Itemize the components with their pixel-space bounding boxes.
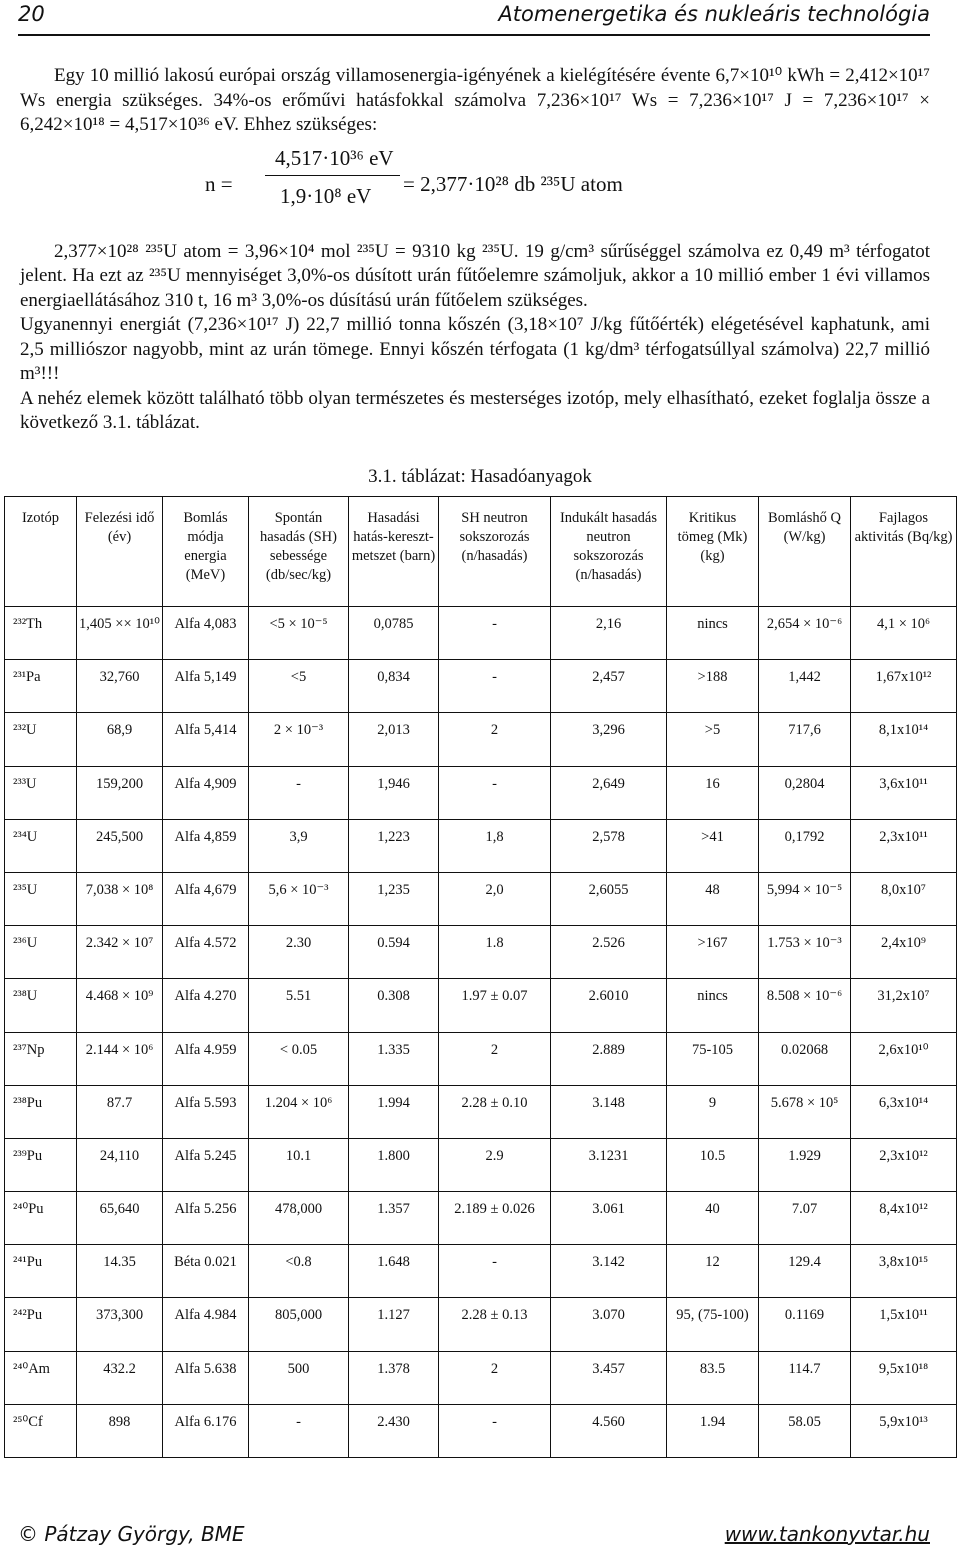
fraction-bar [265, 175, 400, 176]
isotope-cell: ²³⁶U [5, 926, 77, 979]
table-cell: Béta 0.021 [163, 1245, 249, 1298]
table-cell: 2.889 [551, 1032, 667, 1085]
column-header: Spontán hasadás (SH) sebessége (db/sec/kg) [249, 497, 349, 607]
table-cell: 9 [667, 1085, 759, 1138]
table-cell: 1,946 [349, 766, 439, 819]
table-cell: Alfa 4.572 [163, 926, 249, 979]
table-cell: 1.994 [349, 1085, 439, 1138]
table-caption: 3.1. táblázat: Hasadóanyagok [368, 466, 592, 487]
table-cell: 114.7 [759, 1351, 851, 1404]
table-cell: < 0.05 [249, 1032, 349, 1085]
table-cell: 1,442 [759, 660, 851, 713]
table-cell: 159,200 [77, 766, 163, 819]
table-cell: Alfa 4,859 [163, 819, 249, 872]
table-cell: 4.560 [551, 1404, 667, 1457]
table-cell: Alfa 5.593 [163, 1085, 249, 1138]
table-cell: <5 [249, 660, 349, 713]
table-cell: Alfa 4,679 [163, 872, 249, 925]
isotope-cell: ²⁴⁰Am [5, 1351, 77, 1404]
table-cell: nincs [667, 607, 759, 660]
table-cell: 2.144 × 10⁶ [77, 1032, 163, 1085]
table-cell: - [249, 766, 349, 819]
isotope-cell: ²³¹Pa [5, 660, 77, 713]
table-cell: 3.148 [551, 1085, 667, 1138]
isotope-cell: ²³⁸U [5, 979, 77, 1032]
table-cell: 6,3x10¹⁴ [851, 1085, 957, 1138]
table-row [5, 713, 957, 766]
table-cell: 1.94 [667, 1404, 759, 1457]
table-cell: 5.678 × 10⁵ [759, 1085, 851, 1138]
table-cell: 3.457 [551, 1351, 667, 1404]
table-cell: >188 [667, 660, 759, 713]
table-cell: 2.526 [551, 926, 667, 979]
body-text [20, 64, 930, 436]
table-cell: 129.4 [759, 1245, 851, 1298]
formula [20, 146, 930, 230]
isotope-cell: ²³³U [5, 766, 77, 819]
table-cell: 1.800 [349, 1138, 439, 1191]
table-cell: 4.468 × 10⁹ [77, 979, 163, 1032]
table-cell: 40 [667, 1192, 759, 1245]
table-cell: 75-105 [667, 1032, 759, 1085]
table-cell: 48 [667, 872, 759, 925]
table-cell: 2.189 ± 0.026 [439, 1192, 551, 1245]
table-cell: 898 [77, 1404, 163, 1457]
table-cell: 1.8 [439, 926, 551, 979]
table-cell: 58.05 [759, 1404, 851, 1457]
column-header: Izotóp [5, 497, 77, 607]
table-cell: <0.8 [249, 1245, 349, 1298]
table-cell: 2 [439, 713, 551, 766]
table-cell: 2,16 [551, 607, 667, 660]
table-cell: 1.929 [759, 1138, 851, 1191]
isotope-cell: ²³⁷Np [5, 1032, 77, 1085]
isotope-cell: ²⁵⁰Cf [5, 1404, 77, 1457]
table-cell: 1,5x10¹¹ [851, 1298, 957, 1351]
paragraph-2: 2,377×10²⁸ ²³⁵U atom = 3,96×10⁴ mol ²³⁵U = 9310 kg ²³⁵U. 19 g/cm³ sűrűséggel számolva ez 0,49 m³ térfogatot jelent. Ha ezt az ²³⁵U mennyiséget 3,0%-os dúsított urán fűtőelemre számoljuk, akkor a 10 millió ember 1 évi villamos energiaellátásához 310 t, 16 m³ 3,0%-os dúsítású urán fűtőelem szükséges. [20, 240, 930, 311]
table-cell: 0.02068 [759, 1032, 851, 1085]
table-cell: >41 [667, 819, 759, 872]
table-cell: 5,6 × 10⁻³ [249, 872, 349, 925]
table-cell: 432.2 [77, 1351, 163, 1404]
table-cell: 87.7 [77, 1085, 163, 1138]
table-cell: 1.357 [349, 1192, 439, 1245]
table-cell: 0,0785 [349, 607, 439, 660]
table-cell: 1.127 [349, 1298, 439, 1351]
paragraph-4: A nehéz elemek között található több olyan természetes és mesterséges izotóp, mely elhasítható, ezeket foglalja össze a következő 3.1. táblázat. [20, 387, 930, 433]
table-cell: 717,6 [759, 713, 851, 766]
table-row [5, 1085, 957, 1138]
table-cell: Alfa 5,414 [163, 713, 249, 766]
isotope-cell: ²⁴⁰Pu [5, 1192, 77, 1245]
table-cell: 2,3x10¹² [851, 1138, 957, 1191]
table-cell: 2.28 ± 0.13 [439, 1298, 551, 1351]
table-cell: 1,405 ×× 10¹⁰ [77, 607, 163, 660]
isotope-cell: ²³⁵U [5, 872, 77, 925]
table-cell: 1.648 [349, 1245, 439, 1298]
table-cell: 1.378 [349, 1351, 439, 1404]
table-cell: <5 × 10⁻⁵ [249, 607, 349, 660]
table-cell: 245,500 [77, 819, 163, 872]
table-cell: 8,4x10¹² [851, 1192, 957, 1245]
table-cell: 3,296 [551, 713, 667, 766]
formula-lhs: n = [205, 171, 233, 196]
table-cell: 3.061 [551, 1192, 667, 1245]
table-cell: 2,457 [551, 660, 667, 713]
table-cell: 2.9 [439, 1138, 551, 1191]
page-number: 20 [18, 2, 45, 26]
table-body [5, 607, 957, 1458]
table-cell: Alfa 4,909 [163, 766, 249, 819]
table-cell: 2.30 [249, 926, 349, 979]
table-cell: 1,8 [439, 819, 551, 872]
table-cell: 12 [667, 1245, 759, 1298]
column-header: SH neutron sokszorozás (n/hasadás) [439, 497, 551, 607]
table-cell: 1.753 × 10⁻³ [759, 926, 851, 979]
table-cell: 0,834 [349, 660, 439, 713]
table-cell: 2.342 × 10⁷ [77, 926, 163, 979]
table-cell: nincs [667, 979, 759, 1032]
table-row [5, 1245, 957, 1298]
table-cell: - [439, 1245, 551, 1298]
table-cell: 16 [667, 766, 759, 819]
table-cell: Alfa 5.256 [163, 1192, 249, 1245]
isotope-cell: ²⁴¹Pu [5, 1245, 77, 1298]
table-row [5, 660, 957, 713]
book-title: Atomenergetika és nukleáris technológia [498, 2, 930, 26]
table-cell: - [249, 1404, 349, 1457]
table-cell: 95, (75-100) [667, 1298, 759, 1351]
table-cell: 3.142 [551, 1245, 667, 1298]
table-cell: Alfa 4.984 [163, 1298, 249, 1351]
table-cell: 24,110 [77, 1138, 163, 1191]
column-header: Hasadási hatás-kereszt-metszet (barn) [349, 497, 439, 607]
table-row [5, 1192, 957, 1245]
table-cell: >167 [667, 926, 759, 979]
table-cell: 2.28 ± 0.10 [439, 1085, 551, 1138]
table-cell: 14.35 [77, 1245, 163, 1298]
table-cell: 2,6x10¹⁰ [851, 1032, 957, 1085]
table-cell: 3.1231 [551, 1138, 667, 1191]
table-cell: 2.430 [349, 1404, 439, 1457]
table-cell: 2,013 [349, 713, 439, 766]
table-cell: Alfa 5,149 [163, 660, 249, 713]
table-row [5, 926, 957, 979]
table-cell: 1.97 ± 0.07 [439, 979, 551, 1032]
table-cell: 2 [439, 1351, 551, 1404]
table-cell: 2,6055 [551, 872, 667, 925]
table-cell: Alfa 5.638 [163, 1351, 249, 1404]
isotope-cell: ²³²U [5, 713, 77, 766]
column-header: Kritikus tömeg (Mk) (kg) [667, 497, 759, 607]
table-header-row [5, 497, 957, 607]
table-cell: 373,300 [77, 1298, 163, 1351]
table-cell: - [439, 1404, 551, 1457]
table-row [5, 819, 957, 872]
table-row [5, 979, 957, 1032]
page-header [18, 0, 930, 36]
table-cell: 9,5x10¹⁸ [851, 1351, 957, 1404]
column-header: Fajlagos aktivitás (Bq/kg) [851, 497, 957, 607]
table-cell: 1.204 × 10⁶ [249, 1085, 349, 1138]
table-cell: 2.6010 [551, 979, 667, 1032]
table-cell: Alfa 6.176 [163, 1404, 249, 1457]
table-cell: 0,2804 [759, 766, 851, 819]
table-row [5, 766, 957, 819]
table-cell: - [439, 766, 551, 819]
table-cell: 68,9 [77, 713, 163, 766]
table-cell: Alfa 4.959 [163, 1032, 249, 1085]
table-cell: 2,4x10⁹ [851, 926, 957, 979]
table-cell: 2,649 [551, 766, 667, 819]
column-header: Felezési idő (év) [77, 497, 163, 607]
table-cell: 2,654 × 10⁻⁶ [759, 607, 851, 660]
author: © Pátzay György, BME [18, 1522, 245, 1546]
table-cell: 1.335 [349, 1032, 439, 1085]
table-cell: 478,000 [249, 1192, 349, 1245]
paragraph-1: Egy 10 millió lakosú európai ország villamosenergia-igényének a kielégítésére évente 6,7×10¹⁰ kWh = 2,412×10¹⁷ Ws energia szükséges. 34%-os erőművi hatásfokkal számolva 7,236×10¹⁷ Ws = 7,236×10¹⁷ J = 7,236×10¹⁷ × 6,242×10¹⁸ = 4,517×10³⁶ eV. Ehhez szükséges: [20, 65, 930, 135]
table-cell: 31,2x10⁷ [851, 979, 957, 1032]
table-row [5, 1032, 957, 1085]
table-row [5, 607, 957, 660]
table-cell: >5 [667, 713, 759, 766]
table-cell: 500 [249, 1351, 349, 1404]
table-cell: 83.5 [667, 1351, 759, 1404]
table-cell: 0,1792 [759, 819, 851, 872]
table-cell: 2,3x10¹¹ [851, 819, 957, 872]
formula-rhs: = 2,377·10²⁸ db ²³⁵U atom [403, 171, 623, 196]
table-cell: 1,223 [349, 819, 439, 872]
formula-numerator: 4,517·10³⁶ eV [275, 145, 394, 170]
table-cell: 3.070 [551, 1298, 667, 1351]
column-header: Bomláshő Q (W/kg) [759, 497, 851, 607]
table-cell: 3,8x10¹⁵ [851, 1245, 957, 1298]
table-cell: 3,9 [249, 819, 349, 872]
table-cell: 1,235 [349, 872, 439, 925]
table-cell: 5,9x10¹³ [851, 1404, 957, 1457]
table-cell: 0.308 [349, 979, 439, 1032]
table-cell: 7.07 [759, 1192, 851, 1245]
table-cell: 2 [439, 1032, 551, 1085]
table-cell: Alfa 5.245 [163, 1138, 249, 1191]
table-cell: 5.51 [249, 979, 349, 1032]
table-cell: 2,0 [439, 872, 551, 925]
table-cell: Alfa 4.270 [163, 979, 249, 1032]
table-cell: 1,67x10¹² [851, 660, 957, 713]
table-cell: 5,994 × 10⁻⁵ [759, 872, 851, 925]
table-cell: 32,760 [77, 660, 163, 713]
isotope-cell: ²³⁴U [5, 819, 77, 872]
table-cell: 4,1 × 10⁶ [851, 607, 957, 660]
table-cell: 2,578 [551, 819, 667, 872]
table-cell: 8.508 × 10⁻⁶ [759, 979, 851, 1032]
website-link[interactable]: www.tankonyvtar.hu [724, 1522, 930, 1546]
table-cell: Alfa 4,083 [163, 607, 249, 660]
table-cell: 10.5 [667, 1138, 759, 1191]
isotope-cell: ²³⁹Pu [5, 1138, 77, 1191]
table-row [5, 1351, 957, 1404]
table-row [5, 1404, 957, 1457]
table-cell: 3,6x10¹¹ [851, 766, 957, 819]
column-header: Bomlás módja energia (MeV) [163, 497, 249, 607]
table-cell: 0.594 [349, 926, 439, 979]
isotope-cell: ²³²Th [5, 607, 77, 660]
column-header: Indukált hasadás neutron sokszorozás (n/hasadás) [551, 497, 667, 607]
table-cell: 8,1x10¹⁴ [851, 713, 957, 766]
fissile-materials-table [4, 496, 957, 1458]
table-cell: 7,038 × 10⁸ [77, 872, 163, 925]
formula-denominator: 1,9·10⁸ eV [280, 183, 372, 208]
paragraph-3: Ugyanennyi energiát (7,236×10¹⁷ J) 22,7 millió tonna kőszén (3,18×10⁷ J/kg fűtőérték) elégetésével kaphatunk, ami 2,5 milliószor nagyobb, mint az urán tömege. Ennyi kőszén térfogata (1 kg/dm³ térfogatsúllyal számolva) 22,7 millió m³!!! [20, 314, 930, 384]
table-cell: 10.1 [249, 1138, 349, 1191]
table-cell: 0.1169 [759, 1298, 851, 1351]
table-cell: - [439, 607, 551, 660]
isotope-cell: ²⁴²Pu [5, 1298, 77, 1351]
table-row [5, 1298, 957, 1351]
table-cell: 805,000 [249, 1298, 349, 1351]
table-row [5, 872, 957, 925]
table-cell: 2 × 10⁻³ [249, 713, 349, 766]
isotope-cell: ²³⁸Pu [5, 1085, 77, 1138]
table-row [5, 1138, 957, 1191]
table-cell: 65,640 [77, 1192, 163, 1245]
table-cell: - [439, 660, 551, 713]
table-cell: 8,0x10⁷ [851, 872, 957, 925]
